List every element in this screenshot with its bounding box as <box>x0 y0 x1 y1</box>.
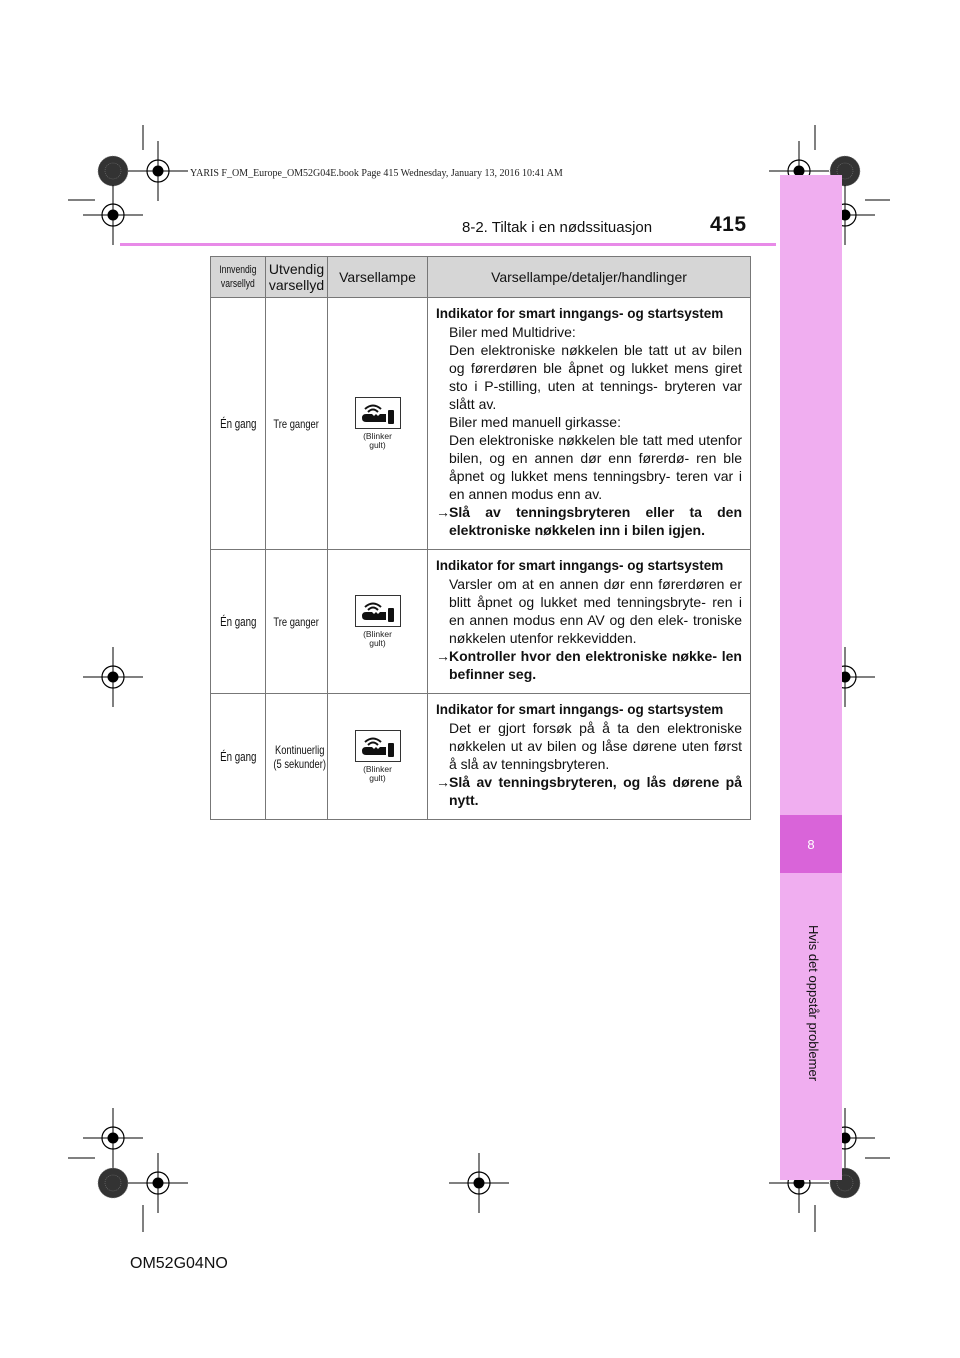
warning-lamp-cell <box>328 694 428 820</box>
external-sound-cell: Kontinuerlig (5 sekunder) <box>266 694 328 820</box>
document-code: OM52G04NO <box>130 1255 228 1272</box>
warning-table <box>210 256 751 820</box>
warning-lamp-cell <box>328 298 428 550</box>
detail-heading: Indikator for smart inngangs- og startsystem <box>436 306 724 321</box>
table-row <box>211 298 751 550</box>
internal-sound-cell: Én gang <box>211 550 266 694</box>
action-instruction: → Kontroller hvor den elektroniske nøkke- len befinner seg. <box>436 648 742 682</box>
chapter-title: Hvis det oppstår problemer <box>806 924 821 1082</box>
page-number: 415 <box>710 213 747 236</box>
action-instruction: → Slå av tenningsbryteren eller ta den elektroniske nøkkelen inn i bilen igjen. <box>436 504 742 538</box>
detail-heading: Indikator for smart inngangs- og startsystem <box>436 702 724 717</box>
detail-line: Den elektroniske nøkkelen ble tatt ut av bilen og førerdøren ble åpnet og lukket mens giret sto i P-stilling, uten at tennings- bryteren var slått av. <box>449 342 742 412</box>
table-row <box>211 550 751 694</box>
chapter-tab: 8 <box>780 815 842 873</box>
book-header: YARIS F_OM_Europe_OM52G04E.book Page 415 Wednesday, January 13, 2016 10:41 AM <box>190 168 563 179</box>
lamp-caption: (Blinker gult) <box>363 764 392 783</box>
header-warning-lamp: Varsellampe <box>328 257 428 298</box>
detail-line: Biler med Multidrive: <box>449 324 576 340</box>
header-external-sound: Utvendig varsellyd <box>266 257 328 298</box>
smart-key-indicator-icon <box>355 730 401 762</box>
smart-key-indicator-icon <box>355 397 401 429</box>
internal-sound-cell: Én gang <box>211 694 266 820</box>
internal-sound-cell: Én gang <box>211 298 266 550</box>
detail-line: Varsler om at en annen dør enn førerdøren er blitt åpnet og lukket med tenningsbryte- ren i en annen modus enn AV og den elek- troniske nøkkelen utenfor rekkevidden. <box>449 576 742 646</box>
arrow-right-icon: → <box>436 774 450 790</box>
header-details: Varsellampe/detaljer/handlinger <box>428 257 751 298</box>
arrow-right-icon: → <box>436 504 450 520</box>
details-cell <box>428 298 751 550</box>
detail-line: Biler med manuell girkasse: <box>449 414 621 430</box>
detail-heading: Indikator for smart inngangs- og startsystem <box>436 558 724 573</box>
smart-key-indicator-icon <box>355 595 401 627</box>
table-header-row <box>211 257 751 298</box>
table-row <box>211 694 751 820</box>
detail-line: Den elektroniske nøkkelen ble tatt med utenfor bilen, og en annen dør enn førerdø- ren ble åpnet og lukket mens tenningsbry- teren var i en annen modus enn av. <box>449 432 742 502</box>
arrow-right-icon: → <box>436 648 450 664</box>
details-cell <box>428 550 751 694</box>
external-sound-cell: Tre ganger <box>266 298 328 550</box>
details-cell <box>428 694 751 820</box>
detail-line: Det er gjort forsøk på å ta den elektroniske nøkkelen ut av bilen og låse dørene uten først å slå av tenningsbryteren. <box>449 720 742 772</box>
lamp-caption: (Blinker gult) <box>363 629 392 648</box>
action-instruction: → Slå av tenningsbryteren, og lås dørene på nytt. <box>436 774 742 808</box>
warning-lamp-cell <box>328 550 428 694</box>
section-title: 8-2. Tiltak i en nødssituasjon <box>462 219 653 236</box>
header-internal-sound: Innvendig varsellyd <box>211 257 266 298</box>
header-rule <box>120 243 776 246</box>
external-sound-cell: Tre ganger <box>266 550 328 694</box>
lamp-caption: (Blinker gult) <box>363 431 392 450</box>
